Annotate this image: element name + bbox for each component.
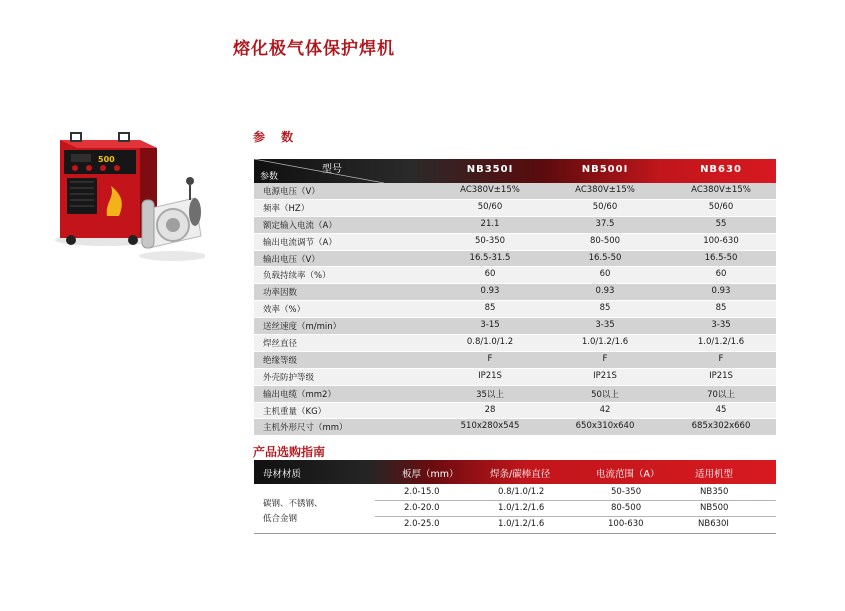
cell-value: 100-630 bbox=[703, 235, 739, 246]
cell-value: 42 bbox=[599, 404, 611, 415]
cell-value: 45 bbox=[715, 404, 727, 415]
row-label: 送丝速度（m/min） bbox=[263, 322, 342, 333]
selection-table-header bbox=[254, 460, 776, 484]
cell-value: 50/60 bbox=[477, 201, 503, 212]
cell-value: AC380V±15% bbox=[575, 185, 635, 195]
model-value: NB350 bbox=[700, 487, 729, 497]
cell-value: IP21S bbox=[593, 370, 617, 381]
model-header: NB500I bbox=[581, 164, 629, 175]
row-label: 频率（HZ） bbox=[263, 203, 310, 214]
material-label: 低合金钢 bbox=[263, 514, 298, 524]
table-row bbox=[254, 234, 776, 251]
column-header: 板厚（mm） bbox=[402, 469, 459, 480]
row-label: 主机外形尺寸（mm） bbox=[263, 423, 348, 434]
cell-value: 16.5-50 bbox=[588, 252, 622, 263]
cell-value: 70以上 bbox=[707, 389, 735, 400]
thickness-value: 2.0-20.0 bbox=[404, 503, 440, 513]
cell-value: 21.1 bbox=[480, 218, 500, 229]
table-row bbox=[254, 369, 776, 386]
cell-value: 16.5-50 bbox=[704, 252, 738, 263]
cell-value: IP21S bbox=[478, 370, 502, 381]
cell-value: 685x302x660 bbox=[691, 421, 751, 432]
spec-table bbox=[254, 159, 776, 436]
cell-value: 3-15 bbox=[480, 320, 500, 331]
table-row bbox=[254, 419, 776, 436]
column-header: 电流范围（A） bbox=[596, 469, 660, 480]
column-header: 适用机型 bbox=[695, 469, 734, 480]
row-label: 效率（%） bbox=[263, 305, 306, 316]
page-title: 熔化极气体保护焊机 bbox=[233, 39, 395, 59]
row-label: 外壳防护等级 bbox=[263, 372, 315, 383]
table-row bbox=[254, 318, 776, 335]
table-row bbox=[254, 183, 776, 200]
current-value: 100-630 bbox=[608, 519, 644, 529]
row-label: 输出电压（V） bbox=[263, 254, 320, 265]
selection-section-title: 产品选购指南 bbox=[253, 445, 326, 459]
cell-value: 60 bbox=[599, 269, 611, 280]
table-row bbox=[254, 251, 776, 268]
cell-value: AC380V±15% bbox=[460, 185, 520, 195]
table-row bbox=[254, 301, 776, 318]
row-divider bbox=[375, 500, 776, 501]
thickness-value: 2.0-15.0 bbox=[404, 487, 440, 497]
welding-machine-image bbox=[45, 128, 205, 263]
table-row bbox=[254, 217, 776, 234]
model-value: NB500 bbox=[700, 503, 729, 513]
cell-value: 0.8/1.0/1.2 bbox=[466, 337, 514, 348]
row-label: 绝缘等级 bbox=[263, 355, 298, 366]
spec-table-header bbox=[254, 159, 776, 183]
cell-value: 28 bbox=[484, 404, 496, 415]
model-header: NB350I bbox=[466, 164, 514, 175]
cell-value: 80-500 bbox=[589, 235, 621, 246]
cell-value: 1.0/1.2/1.6 bbox=[581, 337, 629, 348]
spec-section-title: 参 数 bbox=[253, 130, 300, 144]
row-divider bbox=[375, 516, 776, 517]
diameter-value: 1.0/1.2/1.6 bbox=[498, 503, 545, 513]
row-label: 输出电缆（mm2） bbox=[263, 389, 336, 400]
cell-value: 3-35 bbox=[595, 320, 615, 331]
current-value: 80-500 bbox=[611, 503, 642, 513]
cell-value: F bbox=[602, 353, 608, 364]
selection-table-body bbox=[254, 484, 776, 534]
cell-value: 0.93 bbox=[711, 286, 731, 297]
column-header: 母材材质 bbox=[263, 469, 302, 480]
cell-value: 510x280x545 bbox=[460, 421, 520, 432]
diameter-value: 1.0/1.2/1.6 bbox=[498, 519, 545, 529]
cell-value: 50以上 bbox=[591, 389, 619, 400]
cell-value: F bbox=[487, 353, 493, 364]
cell-value: F bbox=[718, 353, 724, 364]
row-label: 额定输入电流（A） bbox=[263, 220, 337, 231]
cell-value: 50/60 bbox=[708, 201, 734, 212]
diameter-value: 0.8/1.0/1.2 bbox=[498, 487, 545, 497]
row-label: 功率因数 bbox=[263, 288, 298, 299]
table-row bbox=[254, 284, 776, 301]
cell-value: 50/60 bbox=[592, 201, 618, 212]
cell-value: 37.5 bbox=[595, 218, 615, 229]
thickness-value: 2.0-25.0 bbox=[404, 519, 440, 529]
row-label: 输出电流调节（A） bbox=[263, 237, 337, 248]
cell-value: 3-35 bbox=[711, 320, 731, 331]
cell-value: 16.5-31.5 bbox=[469, 252, 511, 263]
cell-value: 85 bbox=[484, 303, 496, 314]
current-value: 50-350 bbox=[611, 487, 642, 497]
model-header: NB630 bbox=[700, 164, 742, 175]
corner-label-model: 型号 bbox=[322, 164, 342, 175]
cell-value: 85 bbox=[715, 303, 727, 314]
material-label: 碳钢、不锈钢、 bbox=[263, 499, 323, 509]
cell-value: 60 bbox=[715, 269, 727, 280]
row-label: 负载持续率（%） bbox=[263, 271, 331, 282]
model-value: NB630I bbox=[698, 519, 729, 529]
row-label: 焊丝直径 bbox=[263, 339, 298, 350]
cell-value: 0.93 bbox=[480, 286, 500, 297]
column-header: 焊条/碳棒直径 bbox=[490, 469, 551, 480]
cell-value: 85 bbox=[599, 303, 611, 314]
table-row bbox=[254, 386, 776, 403]
panel-display-text: 500 bbox=[98, 155, 115, 164]
cell-value: 60 bbox=[484, 269, 496, 280]
cell-value: 1.0/1.2/1.6 bbox=[697, 337, 745, 348]
table-row bbox=[254, 200, 776, 217]
corner-label-params: 参数 bbox=[260, 172, 279, 182]
row-label: 主机重量（KG） bbox=[263, 406, 327, 417]
table-row bbox=[254, 352, 776, 369]
cell-value: 0.93 bbox=[595, 286, 615, 297]
cell-value: 50-350 bbox=[474, 235, 506, 246]
cell-value: 55 bbox=[715, 218, 727, 229]
table-row bbox=[254, 403, 776, 420]
table-row bbox=[254, 267, 776, 284]
cell-value: AC380V±15% bbox=[691, 185, 751, 195]
cell-value: IP21S bbox=[709, 370, 733, 381]
row-label: 电源电压（V） bbox=[263, 187, 320, 197]
cell-value: 650x310x640 bbox=[575, 421, 635, 432]
table-row bbox=[254, 335, 776, 352]
selection-table bbox=[254, 460, 776, 534]
cell-value: 35以上 bbox=[476, 389, 504, 400]
